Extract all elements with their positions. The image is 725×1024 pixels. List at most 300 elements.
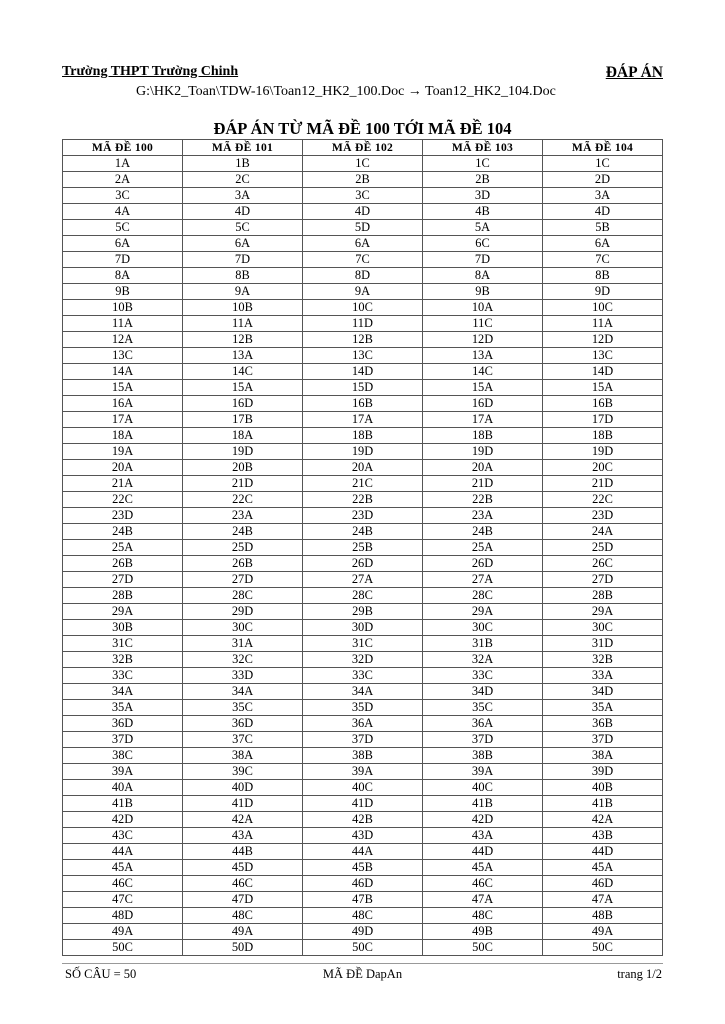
answer-cell: 11C <box>423 316 543 332</box>
answer-cell: 45A <box>63 860 183 876</box>
answer-cell: 32B <box>63 652 183 668</box>
answer-cell: 32A <box>423 652 543 668</box>
answer-cell: 6A <box>543 236 663 252</box>
answer-cell: 2B <box>423 172 543 188</box>
answer-cell: 9B <box>423 284 543 300</box>
table-row <box>63 444 663 460</box>
answer-cell: 13C <box>543 348 663 364</box>
table-row <box>63 684 663 700</box>
answer-cell: 19A <box>63 444 183 460</box>
answer-cell: 10A <box>423 300 543 316</box>
table-row <box>63 252 663 268</box>
answer-cell: 41D <box>303 796 423 812</box>
answer-cell: 33C <box>63 668 183 684</box>
table-row <box>63 364 663 380</box>
answer-cell: 35A <box>63 700 183 716</box>
table-row <box>63 220 663 236</box>
answer-cell: 24B <box>183 524 303 540</box>
answer-cell: 12B <box>303 332 423 348</box>
answer-cell: 41B <box>63 796 183 812</box>
table-row <box>63 172 663 188</box>
answer-cell: 36B <box>543 716 663 732</box>
answer-cell: 44A <box>63 844 183 860</box>
answer-cell: 4D <box>183 204 303 220</box>
answer-cell: 3D <box>423 188 543 204</box>
answer-cell: 21D <box>183 476 303 492</box>
table-row <box>63 668 663 684</box>
answer-cell: 18A <box>63 428 183 444</box>
answer-cell: 15A <box>183 380 303 396</box>
answer-cell: 2A <box>63 172 183 188</box>
answer-cell: 5A <box>423 220 543 236</box>
answer-cell: 36A <box>303 716 423 732</box>
answer-cell: 24A <box>543 524 663 540</box>
answer-cell: 14D <box>543 364 663 380</box>
answer-cell: 12A <box>63 332 183 348</box>
answer-cell: 26B <box>63 556 183 572</box>
table-row <box>63 188 663 204</box>
answer-cell: 8A <box>423 268 543 284</box>
answer-cell: 27D <box>183 572 303 588</box>
answer-cell: 50C <box>423 940 543 956</box>
answer-cell: 23A <box>183 508 303 524</box>
answer-cell: 5D <box>303 220 423 236</box>
table-row <box>63 380 663 396</box>
answer-cell: 5C <box>63 220 183 236</box>
table-row <box>63 620 663 636</box>
table-row <box>63 396 663 412</box>
answer-cell: 34A <box>303 684 423 700</box>
answer-cell: 4D <box>303 204 423 220</box>
answer-cell: 29D <box>183 604 303 620</box>
answer-cell: 15A <box>63 380 183 396</box>
answer-cell: 18B <box>303 428 423 444</box>
answer-cell: 39A <box>303 764 423 780</box>
table-row <box>63 940 663 956</box>
answer-cell: 13A <box>183 348 303 364</box>
answer-cell: 35A <box>543 700 663 716</box>
answer-cell: 37C <box>183 732 303 748</box>
answer-cell: 48B <box>543 908 663 924</box>
answer-cell: 25A <box>63 540 183 556</box>
column-header: MÃ ĐỀ 103 <box>423 140 543 156</box>
answer-cell: 31C <box>303 636 423 652</box>
answer-cell: 45B <box>303 860 423 876</box>
answer-cell: 27A <box>303 572 423 588</box>
answer-cell: 28C <box>423 588 543 604</box>
table-row <box>63 716 663 732</box>
answer-cell: 35C <box>423 700 543 716</box>
answer-cell: 46C <box>423 876 543 892</box>
answer-cell: 7D <box>423 252 543 268</box>
answer-cell: 16A <box>63 396 183 412</box>
answer-cell: 15D <box>303 380 423 396</box>
table-row <box>63 796 663 812</box>
answer-cell: 23D <box>63 508 183 524</box>
answer-cell: 22B <box>423 492 543 508</box>
answer-cell: 40D <box>183 780 303 796</box>
answer-cell: 21D <box>543 476 663 492</box>
table-row <box>63 428 663 444</box>
answer-cell: 27A <box>423 572 543 588</box>
answer-cell: 47B <box>303 892 423 908</box>
answer-cell: 26C <box>543 556 663 572</box>
answer-cell: 21C <box>303 476 423 492</box>
answer-cell: 43B <box>543 828 663 844</box>
answer-cell: 9B <box>63 284 183 300</box>
answer-cell: 10B <box>63 300 183 316</box>
answer-cell: 49D <box>303 924 423 940</box>
answer-cell: 47D <box>183 892 303 908</box>
answer-cell: 42A <box>543 812 663 828</box>
answer-cell: 2B <box>303 172 423 188</box>
answer-cell: 46D <box>303 876 423 892</box>
answer-cell: 39D <box>543 764 663 780</box>
answer-cell: 18B <box>543 428 663 444</box>
answer-cell: 39A <box>63 764 183 780</box>
answer-cell: 11A <box>183 316 303 332</box>
answer-cell: 33C <box>423 668 543 684</box>
answer-cell: 20B <box>183 460 303 476</box>
answer-cell: 6C <box>423 236 543 252</box>
answer-cell: 6A <box>183 236 303 252</box>
footer-divider <box>62 963 663 964</box>
answer-cell: 49A <box>63 924 183 940</box>
answer-cell: 7C <box>303 252 423 268</box>
column-header: MÃ ĐỀ 102 <box>303 140 423 156</box>
answer-cell: 31A <box>183 636 303 652</box>
answer-cell: 17A <box>423 412 543 428</box>
answer-cell: 29B <box>303 604 423 620</box>
answer-cell: 21A <box>63 476 183 492</box>
answer-cell: 26D <box>303 556 423 572</box>
answer-cell: 1C <box>303 156 423 172</box>
answer-cell: 10C <box>303 300 423 316</box>
answer-cell: 3A <box>183 188 303 204</box>
answer-cell: 7D <box>183 252 303 268</box>
answer-cell: 49A <box>543 924 663 940</box>
answer-cell: 50C <box>543 940 663 956</box>
answer-cell: 33A <box>543 668 663 684</box>
answer-cell: 28C <box>183 588 303 604</box>
answer-cell: 46C <box>183 876 303 892</box>
table-header-row <box>63 140 663 156</box>
table-row <box>63 156 663 172</box>
answer-cell: 33C <box>303 668 423 684</box>
answer-cell: 26D <box>423 556 543 572</box>
answer-cell: 20A <box>303 460 423 476</box>
answer-cell: 28C <box>303 588 423 604</box>
answer-cell: 23D <box>303 508 423 524</box>
answer-cell: 29A <box>423 604 543 620</box>
answer-cell: 22B <box>303 492 423 508</box>
table-row <box>63 700 663 716</box>
table-row <box>63 780 663 796</box>
answer-cell: 44D <box>423 844 543 860</box>
answer-cell: 30C <box>543 620 663 636</box>
answer-cell: 8B <box>543 268 663 284</box>
answer-cell: 8B <box>183 268 303 284</box>
answer-cell: 6A <box>63 236 183 252</box>
answer-cell: 36D <box>63 716 183 732</box>
answer-cell: 3A <box>543 188 663 204</box>
answer-cell: 9A <box>183 284 303 300</box>
answer-cell: 29A <box>63 604 183 620</box>
answer-cell: 44B <box>183 844 303 860</box>
answer-cell: 10B <box>183 300 303 316</box>
answer-cell: 50C <box>63 940 183 956</box>
answer-cell: 50D <box>183 940 303 956</box>
answer-cell: 19D <box>543 444 663 460</box>
answer-cell: 16B <box>303 396 423 412</box>
answer-cell: 37D <box>423 732 543 748</box>
answer-cell: 2C <box>183 172 303 188</box>
answer-cell: 29A <box>543 604 663 620</box>
answer-cell: 38A <box>543 748 663 764</box>
column-header: MÃ ĐỀ 104 <box>543 140 663 156</box>
answer-cell: 41D <box>183 796 303 812</box>
answer-cell: 31D <box>543 636 663 652</box>
answer-cell: 25D <box>183 540 303 556</box>
answer-cell: 37D <box>303 732 423 748</box>
school-name: Trường THPT Trường Chinh <box>62 64 239 79</box>
answer-cell: 41B <box>543 796 663 812</box>
answer-cell: 1A <box>63 156 183 172</box>
answer-cell: 40C <box>303 780 423 796</box>
exam-code-footer: MÃ ĐỀ DapAn <box>322 967 403 981</box>
answer-cell: 44D <box>543 844 663 860</box>
answer-cell: 46C <box>63 876 183 892</box>
answer-cell: 43C <box>63 828 183 844</box>
answer-cell: 30C <box>183 620 303 636</box>
answer-cell: 11A <box>63 316 183 332</box>
answer-cell: 46D <box>543 876 663 892</box>
answer-cell: 27D <box>543 572 663 588</box>
answer-cell: 38B <box>303 748 423 764</box>
answer-cell: 24B <box>423 524 543 540</box>
answer-cell: 42D <box>423 812 543 828</box>
answer-cell: 19D <box>423 444 543 460</box>
answer-cell: 36A <box>423 716 543 732</box>
answer-cell: 8A <box>63 268 183 284</box>
answer-cell: 47C <box>63 892 183 908</box>
answer-cell: 17A <box>303 412 423 428</box>
table-row <box>63 412 663 428</box>
answer-cell: 20C <box>543 460 663 476</box>
table-row <box>63 348 663 364</box>
answer-cell: 27D <box>63 572 183 588</box>
answer-cell: 12D <box>543 332 663 348</box>
answer-cell: 14C <box>183 364 303 380</box>
answer-cell: 4D <box>543 204 663 220</box>
answer-cell: 40C <box>423 780 543 796</box>
answer-cell: 30C <box>423 620 543 636</box>
answer-cell: 22C <box>63 492 183 508</box>
answer-cell: 19D <box>183 444 303 460</box>
column-header: MÃ ĐỀ 100 <box>63 140 183 156</box>
answer-cell: 25B <box>303 540 423 556</box>
table-row <box>63 268 663 284</box>
answer-cell: 43A <box>423 828 543 844</box>
table-row <box>63 316 663 332</box>
answer-cell: 5C <box>183 220 303 236</box>
answer-cell: 2D <box>543 172 663 188</box>
answer-cell: 39A <box>423 764 543 780</box>
table-row <box>63 748 663 764</box>
table-row <box>63 460 663 476</box>
page-number: trang 1/2 <box>617 967 662 981</box>
answer-cell: 18A <box>183 428 303 444</box>
answer-cell: 4A <box>63 204 183 220</box>
answer-cell: 43D <box>303 828 423 844</box>
page-title: ĐÁP ÁN TỪ MÃ ĐỀ 100 TỚI MÃ ĐỀ 104 <box>213 119 512 138</box>
answer-cell: 31C <box>63 636 183 652</box>
answer-cell: 21D <box>423 476 543 492</box>
table-row <box>63 732 663 748</box>
answer-cell: 28B <box>543 588 663 604</box>
answer-cell: 36D <box>183 716 303 732</box>
answer-cell: 35D <box>303 700 423 716</box>
answer-cell: 16B <box>543 396 663 412</box>
answer-key-label: ĐÁP ÁN <box>605 64 663 81</box>
table-row <box>63 876 663 892</box>
answer-cell: 48C <box>423 908 543 924</box>
answer-cell: 1C <box>543 156 663 172</box>
answer-cell: 38B <box>423 748 543 764</box>
answer-cell: 17B <box>183 412 303 428</box>
answer-cell: 6A <box>303 236 423 252</box>
answer-table <box>62 139 663 956</box>
answer-cell: 49A <box>183 924 303 940</box>
answer-cell: 17A <box>63 412 183 428</box>
answer-cell: 42D <box>63 812 183 828</box>
answer-cell: 1B <box>183 156 303 172</box>
answer-cell: 9D <box>543 284 663 300</box>
table-row <box>63 508 663 524</box>
table-row <box>63 764 663 780</box>
answer-cell: 34A <box>183 684 303 700</box>
table-row <box>63 572 663 588</box>
answer-cell: 12B <box>183 332 303 348</box>
answer-cell: 14D <box>303 364 423 380</box>
answer-cell: 11A <box>543 316 663 332</box>
table-row <box>63 844 663 860</box>
answer-cell: 47A <box>423 892 543 908</box>
answer-cell: 13A <box>423 348 543 364</box>
answer-cell: 1C <box>423 156 543 172</box>
answer-cell: 18B <box>423 428 543 444</box>
answer-cell: 3C <box>303 188 423 204</box>
answer-cell: 45A <box>423 860 543 876</box>
answer-cell: 9A <box>303 284 423 300</box>
table-row <box>63 540 663 556</box>
table-row <box>63 476 663 492</box>
answer-cell: 5B <box>543 220 663 236</box>
table-row <box>63 300 663 316</box>
answer-cell: 4B <box>423 204 543 220</box>
answer-cell: 13C <box>303 348 423 364</box>
answer-cell: 37D <box>543 732 663 748</box>
answer-cell: 48D <box>63 908 183 924</box>
answer-cell: 8D <box>303 268 423 284</box>
answer-cell: 26B <box>183 556 303 572</box>
answer-cell: 38A <box>183 748 303 764</box>
answer-cell: 41B <box>423 796 543 812</box>
answer-cell: 22C <box>183 492 303 508</box>
answer-cell: 40A <box>63 780 183 796</box>
answer-cell: 11D <box>303 316 423 332</box>
answer-cell: 16D <box>423 396 543 412</box>
table-row <box>63 588 663 604</box>
table-row <box>63 812 663 828</box>
table-row <box>63 204 663 220</box>
answer-cell: 20A <box>423 460 543 476</box>
answer-cell: 42A <box>183 812 303 828</box>
answer-cell: 15A <box>543 380 663 396</box>
answer-cell: 19D <box>303 444 423 460</box>
question-count: SỐ CÂU = 50 <box>65 967 137 981</box>
answer-table-body <box>63 156 663 956</box>
answer-cell: 7D <box>63 252 183 268</box>
answer-cell: 44A <box>303 844 423 860</box>
answer-cell: 23A <box>423 508 543 524</box>
table-row <box>63 860 663 876</box>
table-row <box>63 236 663 252</box>
answer-cell: 48C <box>303 908 423 924</box>
answer-cell: 38C <box>63 748 183 764</box>
table-row <box>63 556 663 572</box>
answer-cell: 25A <box>423 540 543 556</box>
answer-cell: 28B <box>63 588 183 604</box>
table-row <box>63 604 663 620</box>
answer-cell: 7C <box>543 252 663 268</box>
answer-cell: 24B <box>303 524 423 540</box>
answer-cell: 31B <box>423 636 543 652</box>
answer-cell: 12D <box>423 332 543 348</box>
answer-cell: 48C <box>183 908 303 924</box>
answer-cell: 47A <box>543 892 663 908</box>
answer-cell: 3C <box>63 188 183 204</box>
table-row <box>63 828 663 844</box>
answer-cell: 50C <box>303 940 423 956</box>
answer-cell: 24B <box>63 524 183 540</box>
answer-cell: 45A <box>543 860 663 876</box>
answer-cell: 22C <box>543 492 663 508</box>
answer-cell: 39C <box>183 764 303 780</box>
table-row <box>63 908 663 924</box>
answer-cell: 15A <box>423 380 543 396</box>
answer-cell: 34D <box>423 684 543 700</box>
column-header: MÃ ĐỀ 101 <box>183 140 303 156</box>
answer-cell: 43A <box>183 828 303 844</box>
answer-cell: 34A <box>63 684 183 700</box>
answer-cell: 32C <box>183 652 303 668</box>
answer-cell: 42B <box>303 812 423 828</box>
answer-cell: 40B <box>543 780 663 796</box>
table-row <box>63 636 663 652</box>
answer-cell: 23D <box>543 508 663 524</box>
answer-cell: 16D <box>183 396 303 412</box>
answer-cell: 32B <box>543 652 663 668</box>
table-row <box>63 892 663 908</box>
answer-cell: 30D <box>303 620 423 636</box>
answer-cell: 37D <box>63 732 183 748</box>
table-row <box>63 524 663 540</box>
answer-cell: 17D <box>543 412 663 428</box>
answer-cell: 10C <box>543 300 663 316</box>
table-row <box>63 492 663 508</box>
table-row <box>63 284 663 300</box>
